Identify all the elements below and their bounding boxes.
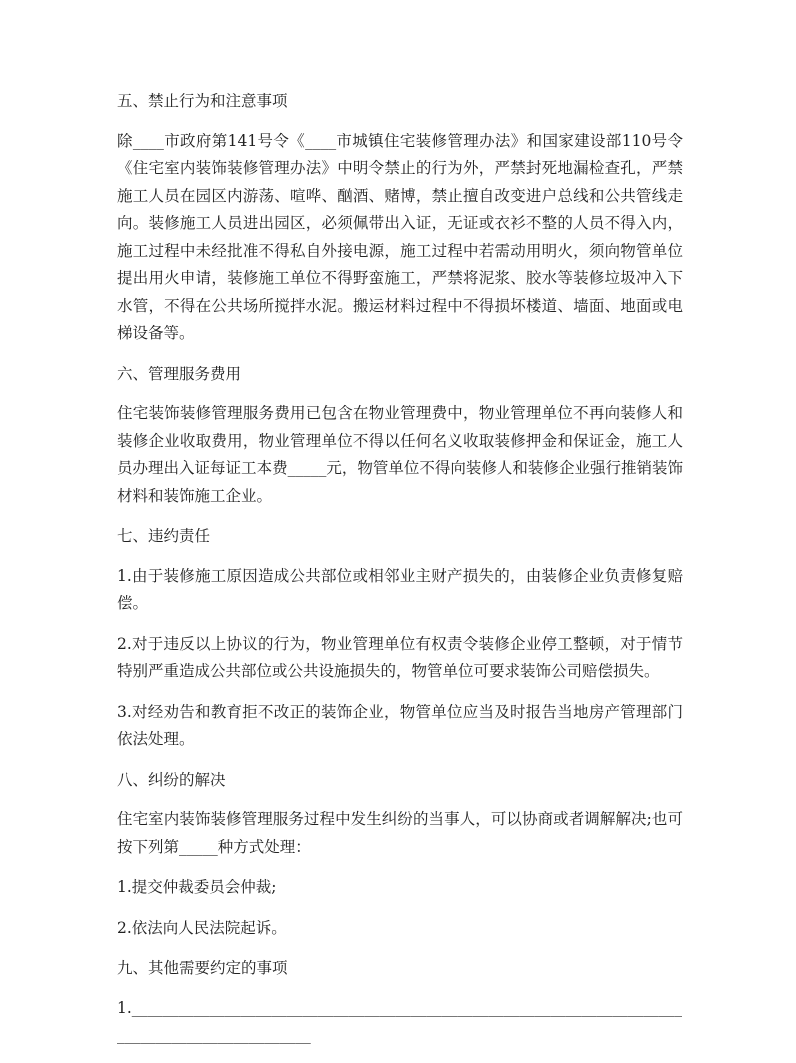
- section-heading: 五、禁止行为和注意事项: [117, 92, 288, 110]
- document-body: [117, 88, 683, 1063]
- section-heading: 七、违约责任: [117, 527, 211, 545]
- section-heading: 八、纠纷的解决: [117, 770, 226, 789]
- section-heading: 六、管理服务费用: [117, 364, 242, 383]
- final-item-blank: ________________________________________________________________________________________________: [117, 998, 683, 1044]
- paragraph: 2.对于违反以上协议的行为，物业管理单位有权责令装修企业停工整顿，对于情节特别严重造成公共部位或公共设施损失的，物管单位可要求装饰公司赔偿损失。: [117, 634, 683, 680]
- paragraph: 3.对经劝告和教育拒不改正的装饰企业，物管单位应当及时报告当地房产管理部门依法处理。: [117, 702, 683, 748]
- paragraph: 除____市政府第141号令《____市城镇住宅装修管理办法》和国家建设部110号令《住宅室内装饰装修管理办法》中明令禁止的行为外，严禁封死地漏检查孔，严禁施工人员在园区内游荡、喧哗、酗酒、赌博，禁止擅自改变进户总线和公共管线走向。装修施工人员进出园区，必须佩带出入证，无证或衣衫不整的人员不得入内，施工过程中未经批准不得私自外接电源，施工过程中若需动用明火，须向物管单位提出用火申请，装修施工单位不得野蛮施工，严禁将泥浆、胶水等装修垃圾冲入下水管，不得在公共场所搅拌水泥。搬运材料过程中不得损坏楼道、墙面、地面或电梯设备等。: [117, 131, 683, 342]
- section-heading: 九、其他需要约定的事项: [117, 959, 288, 977]
- paragraph: 1.提交仲裁委员会仲裁;: [117, 878, 277, 896]
- paragraph: 住宅装饰装修管理服务费用已包含在物业管理费中，物业管理单位不再向装修人和装修企业收取费用，物业管理单位不得以任何名义收取装修押金和保证金，施工人员办理出入证每证工本费_____元，物管单位不得向装修人和装修企业强行推销装饰材料和装饰施工企业。: [117, 404, 683, 505]
- paragraph: 1.由于装修施工原因造成公共部位或相邻业主财产损失的，由装修企业负责修复赔偿。: [117, 566, 683, 612]
- paragraph: 2.依法向人民法院起诉。: [117, 918, 287, 937]
- final-item-number: 1.: [117, 998, 132, 1017]
- paragraph: 住宅室内装饰装修管理服务过程中发生纠纷的当事人，可以协商或者调解解决;也可按下列第_____种方式处理：: [117, 810, 683, 856]
- final-item: [117, 995, 683, 1050]
